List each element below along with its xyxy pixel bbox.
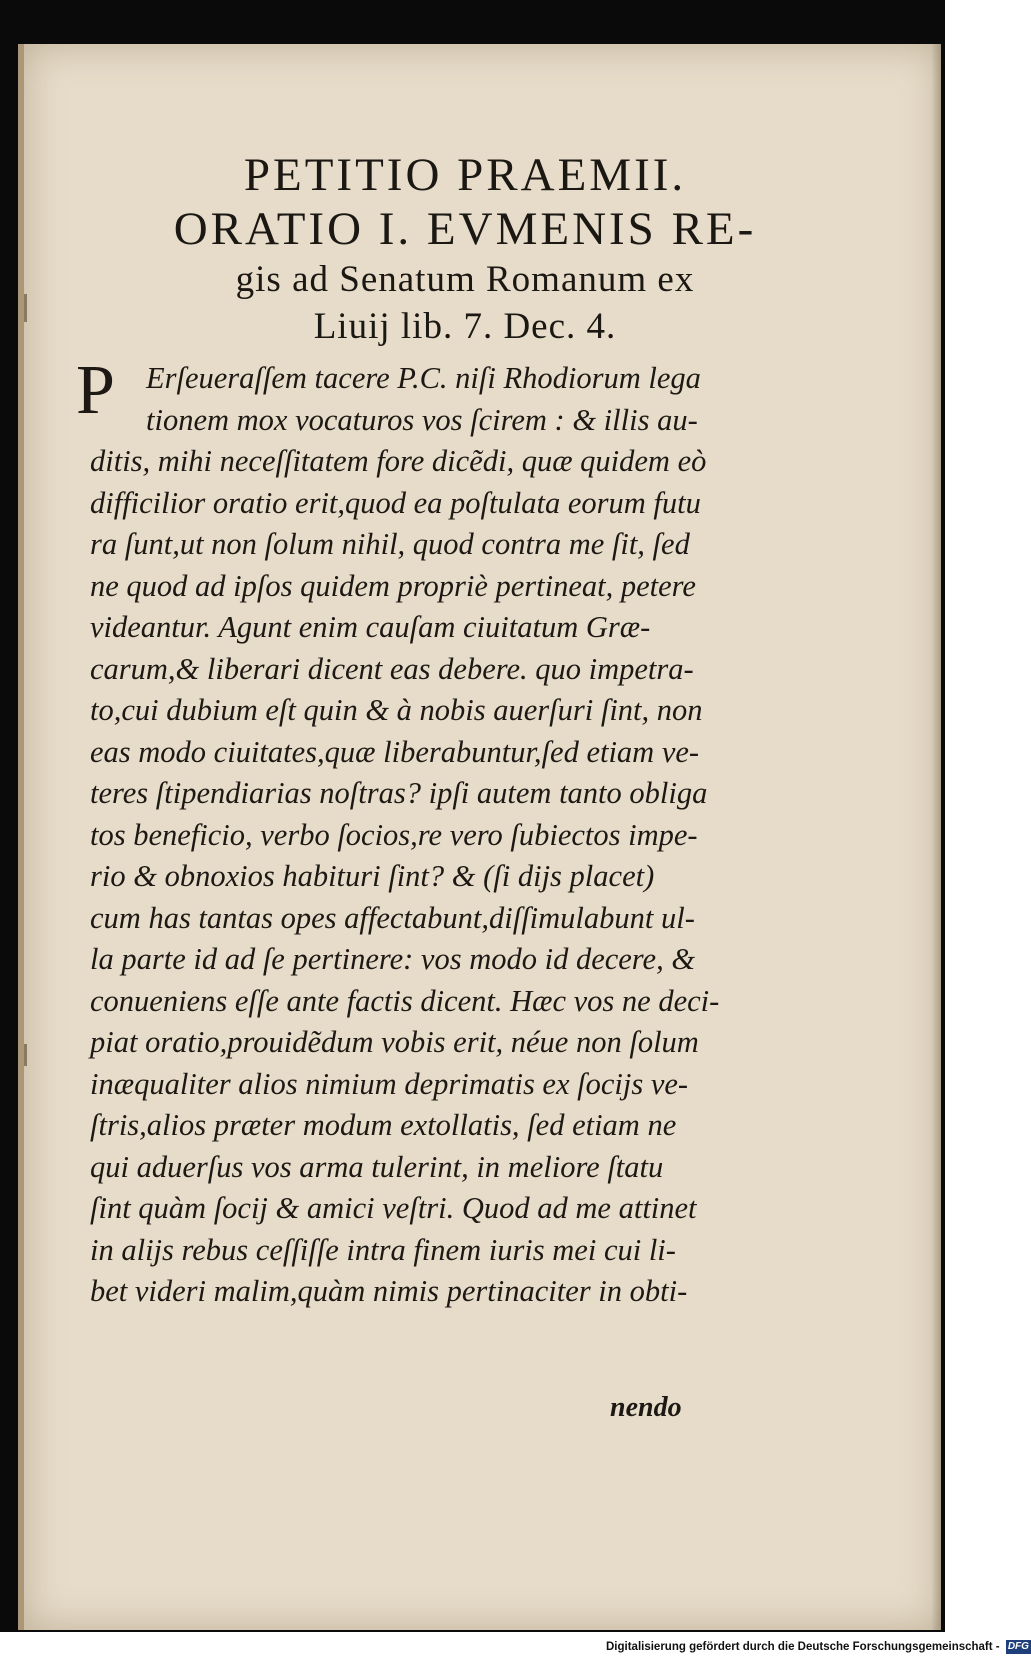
body-line: tionem mox vocaturos vos ſcirem : & illis au- [146, 402, 698, 437]
body-line: piat oratio,prouidẽdum vobis erit, néue non ſolum [90, 1025, 699, 1059]
digitization-footer [606, 1638, 1029, 1656]
body-line: qui aduerſus vos arma tulerint, in meliore ſtatu [90, 1149, 664, 1184]
margin-mark [24, 1044, 27, 1066]
catchword: nendo [610, 1392, 682, 1423]
body-line: ſint quàm ſocij & amici veſtri. Quod ad me attinet [90, 1191, 697, 1225]
body-line: carum,& liberari dicent eas debere. quo impetra- [90, 651, 694, 686]
body-line: ſtris,alios præter modum extollatis, ſed etiam ne [90, 1108, 677, 1142]
body-line: teres ſtipendiarias noſtras? ipſi autem tanto obliga [90, 776, 708, 810]
heading-line-1: PETITIO PRAEMII. [243, 149, 687, 201]
body-line: in alijs rebus ceſſiſſe intra finem iuris mei cui li- [90, 1232, 676, 1267]
body-line: inæqualiter alios nimium deprimatis ex ſocijs ve- [90, 1066, 689, 1101]
oration-heading [0, 148, 930, 350]
heading-line-4: Liuij lib. 7. Dec. 4. [313, 306, 617, 347]
dfg-logo-icon: DFG [1007, 1640, 1029, 1652]
body-line: la parte id ad ſe pertinere: vos modo id decere, & [90, 942, 696, 976]
body-line: ra ſunt,ut non ſolum nihil, quod contra me ſit, ſed [90, 527, 690, 561]
heading-line-2: ORATIO I. EVMENIS RE- [173, 203, 757, 255]
body-line: to,cui dubium eſt quin & à nobis auerſuri ſint, non [90, 693, 703, 727]
body-line: rio & obnoxios habituri ſint? & (ſi dijs placet) [90, 859, 655, 893]
body-line: videantur. Agunt enim cauſam ciuitatum Græ- [90, 610, 651, 644]
body-line: difficilior oratio erit,quod ea poſtulata eorum futu [90, 485, 701, 520]
body-line: ne quod ad ipſos quidem propriè pertineat, petere [90, 568, 696, 603]
body-line: conueniens eſſe ante factis dicent. Hæc vos ne deci- [90, 983, 720, 1018]
body-line: Erſeueraſſem tacere P.C. niſi Rhodiorum lega [146, 361, 701, 395]
body-line: eas modo ciuitates,quæ liberabuntur,ſed etiam ve- [90, 734, 700, 769]
body-line: cum has tantas opes affectabunt,diſſimulabunt ul- [90, 900, 695, 935]
footer-credit-text: Digitalisierung gefördert durch die Deutsche Forschungsgemeinschaft - [606, 1641, 1000, 1653]
oration-body [90, 358, 810, 1313]
body-line: tos beneficio, verbo ſocios,re vero ſubiectos impe- [90, 817, 698, 852]
drop-cap: P [76, 352, 115, 429]
body-line: ditis, mihi neceſſitatem fore dicẽdi, quæ quidem eò [90, 444, 707, 478]
body-line: bet videri malim,quàm nimis pertinaciter in obti- [90, 1274, 688, 1308]
heading-line-3: gis ad Senatum Romanum ex [235, 259, 695, 300]
